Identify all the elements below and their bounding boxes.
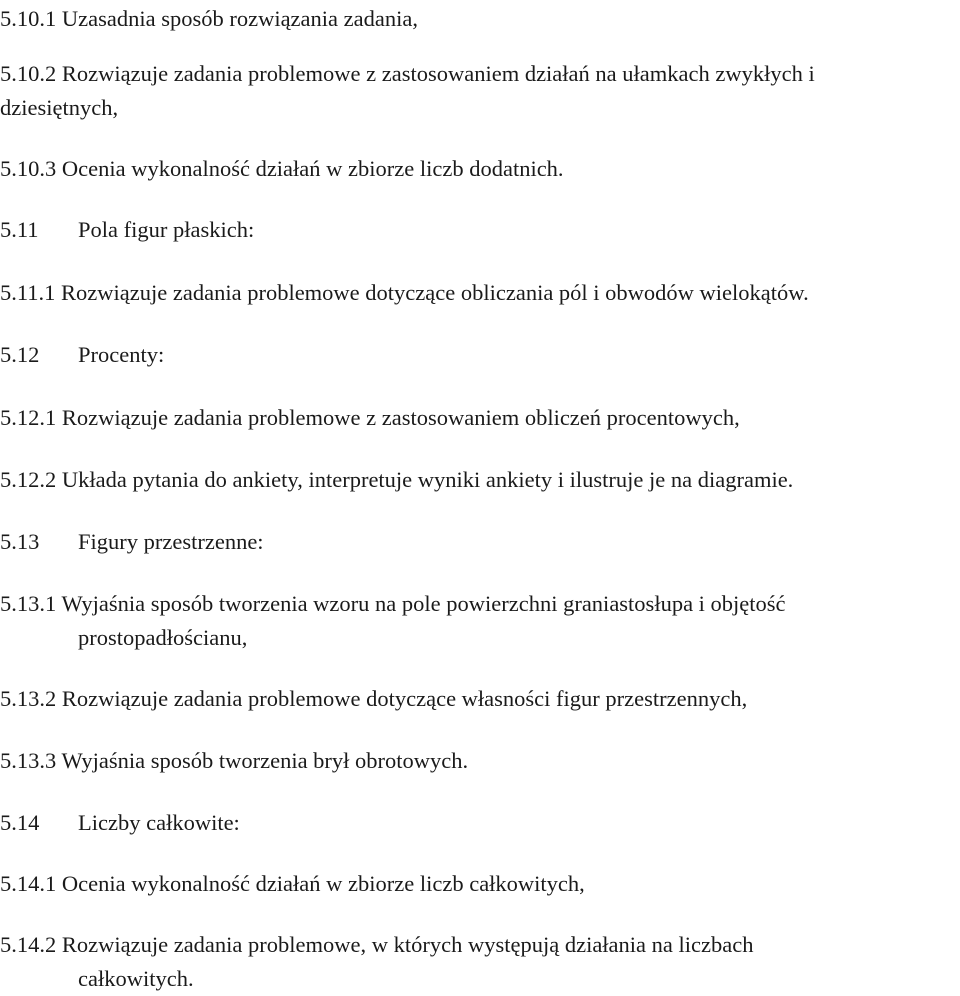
item-text: Rozwiązuje zadania problemowe z zastosowaniem działań na ułamkach zwykłych i bbox=[61, 61, 815, 86]
list-item bbox=[0, 867, 585, 901]
section-heading bbox=[0, 525, 264, 559]
item-number: 5.14.1 bbox=[0, 871, 57, 896]
section-number: 5.11 bbox=[0, 217, 39, 242]
item-number: 5.13.1 bbox=[0, 591, 57, 616]
item-continuation: całkowitych. bbox=[78, 966, 194, 991]
item-number: 5.10.3 bbox=[0, 156, 57, 181]
item-continuation: prostopadłościanu, bbox=[78, 625, 248, 650]
item-number: 5.13.3 bbox=[0, 748, 57, 773]
list-item bbox=[0, 57, 815, 91]
section-title: Pola figur płaskich: bbox=[78, 217, 255, 242]
item-number: 5.12.1 bbox=[0, 405, 57, 430]
list-item bbox=[0, 401, 740, 435]
item-continuation: dziesiętnych, bbox=[0, 95, 119, 120]
item-number: 5.10.2 bbox=[0, 61, 57, 86]
section-heading bbox=[0, 213, 254, 247]
list-item bbox=[0, 744, 468, 778]
list-item bbox=[0, 463, 793, 497]
item-number: 5.11.1 bbox=[0, 280, 56, 305]
item-text: Rozwiązuje zadania problemowe z zastosowaniem obliczeń procentowych, bbox=[61, 405, 740, 430]
item-text: Uzasadnia sposób rozwiązania zadania, bbox=[61, 6, 418, 31]
section-title: Procenty: bbox=[78, 342, 165, 367]
list-item bbox=[0, 152, 564, 186]
item-number: 5.14.2 bbox=[0, 932, 57, 957]
item-number: 5.13.2 bbox=[0, 686, 57, 711]
item-text: Wyjaśnia sposób tworzenia brył obrotowych. bbox=[61, 748, 469, 773]
section-number: 5.14 bbox=[0, 810, 40, 835]
item-number: 5.10.1 bbox=[0, 6, 57, 31]
item-text: Układa pytania do ankiety, interpretuje wyniki ankiety i ilustruje je na diagramie. bbox=[61, 467, 794, 492]
item-text: Ocenia wykonalność działań w zbiorze liczb całkowitych, bbox=[61, 871, 585, 896]
list-item bbox=[0, 928, 753, 962]
section-title: Liczby całkowite: bbox=[78, 810, 240, 835]
section-heading bbox=[0, 338, 164, 372]
item-text: Wyjaśnia sposób tworzenia wzoru na pole powierzchni graniastosłupa i objętość bbox=[61, 591, 786, 616]
list-item bbox=[0, 2, 418, 36]
list-item bbox=[0, 587, 786, 621]
list-item bbox=[0, 276, 809, 310]
list-item bbox=[0, 682, 747, 716]
section-number: 5.12 bbox=[0, 342, 40, 367]
item-text: Rozwiązuje zadania problemowe dotyczące własności figur przestrzennych, bbox=[61, 686, 748, 711]
item-number: 5.12.2 bbox=[0, 467, 57, 492]
item-text: Rozwiązuje zadania problemowe dotyczące obliczania pól i obwodów wielokątów. bbox=[61, 280, 809, 305]
item-text: Ocenia wykonalność działań w zbiorze liczb dodatnich. bbox=[61, 156, 564, 181]
item-text: Rozwiązuje zadania problemowe, w których występują działania na liczbach bbox=[61, 932, 754, 957]
section-heading bbox=[0, 806, 240, 840]
section-title: Figury przestrzenne: bbox=[78, 529, 264, 554]
section-number: 5.13 bbox=[0, 529, 40, 554]
